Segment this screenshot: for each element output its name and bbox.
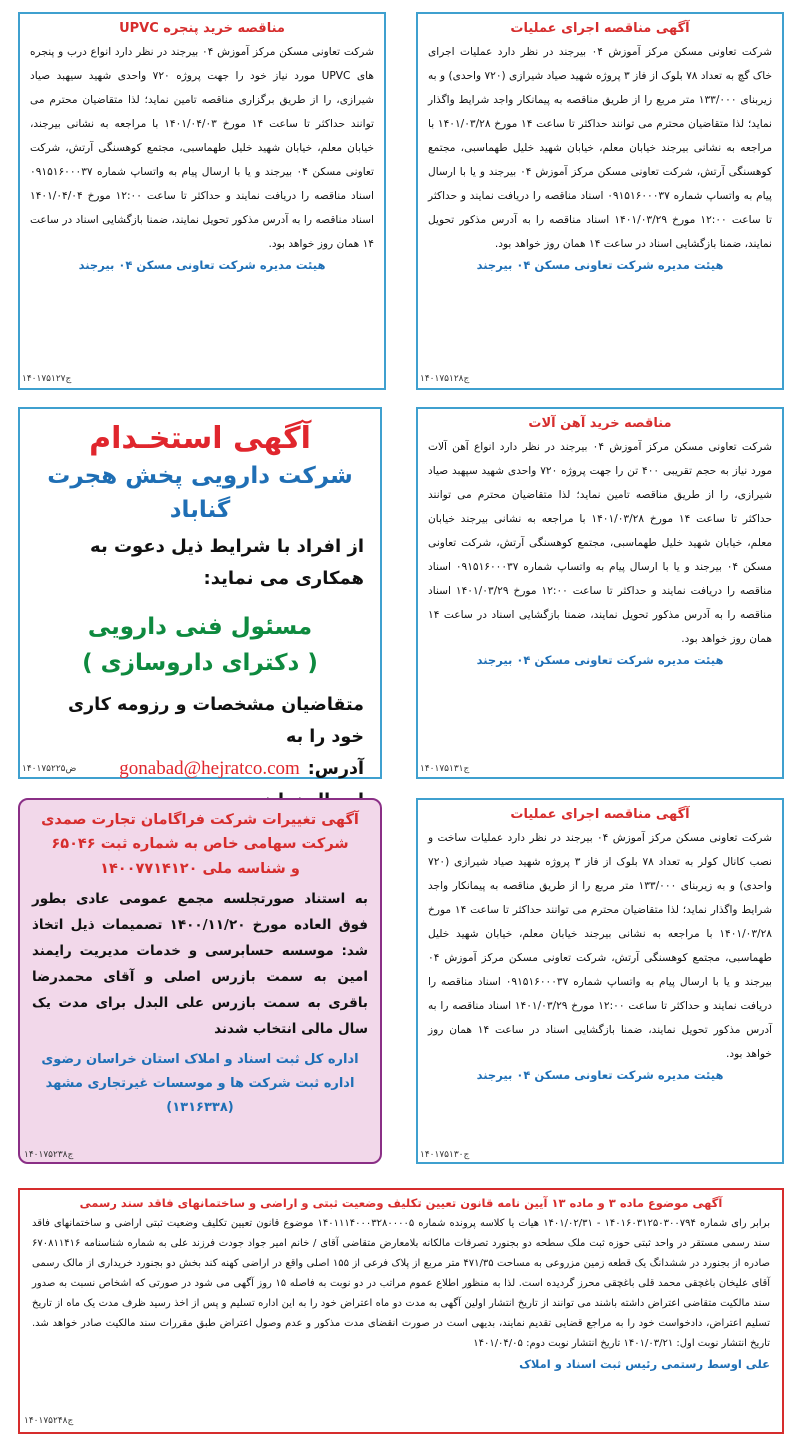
job-company: شرکت دارویی پخش هجرت گناباد: [47, 463, 353, 523]
change-body: به استناد صورتجلسه مجمع عمومی عادی بطور فوق العاده مورخ ۱۴۰۰/۱۱/۲۰ تصمیمات ذیل اتخاذ شد: موسسه حسابرسی و خدمات مدیریت رایمند امین به سمت بازرس اصلی و آقای محمدرضا باقری به سمت بازرس علی البدل برای مدت یک سال مالی انتخاب شدند: [32, 891, 368, 1037]
cooler-body: شرکت تعاونی مسکن مرکز آموزش ۰۴ بیرجند در نظر دارد عملیات ساخت و نصب کانال کولر به تعداد ۷۸ بلوک از فاز ۳ پروژه شهید صیاد شیرازی (۷۲۰ واحدی) و به زیربنای ۱۳۳/۰۰۰ متر مربع را از طریق مناقصه به پیمانکار واجد شرایط واگذار نماید؛ لذا متقاضیان محترم می توانند حداکثر تا ساعت ۱۴ مورخ ۱۴۰۱/۰۳/۲۸ با مراجعه به نشانی بیرجند خیابان معلم، خیابان شهید خلیل طهماسبی، مجتمع کوهسنگی آرتش، شرکت تعاونی مسکن مرکز آموزش ۰۴ بیرجند و یا با ارسال پیام به واتساپ شماره ۰۹۱۵۱۶۰۰۰۳۷ اسناد مناقصه را دریافت نمایند و حداکثر تا ساعت ۱۲:۰۰ مورخ ۱۴۰۱/۰۳/۲۹ اسناد مناقصه را به آدرس مذکور تحویل نمایند، ضمنا بازگشایی اسناد در ساعت ۱۴ همان روز خواهد بود.: [428, 832, 773, 1060]
rebar-body: شرکت تعاونی مسکن مرکز آموزش ۰۴ بیرجند در نظر دارد انواع آهن آلات مورد نیاز به حجم تقریبی ۴۰۰ تن را جهت پروژه ۷۲۰ واحدی شهید سپهبد صیاد شیرازی، را از طریق مناقصه تامین نماید؛ لذا متقاضیان محترم می توانند حداکثر تا ساعت ۱۴ مورخ ۱۴۰۱/۰۳/۲۸ با مراجعه به نشانی بیرجند خیابان معلم، خیابان شهید خلیل طهماسبی، مجتمع کوهسنگی آرتش، شرکت تعاونی مسکن ۰۴ بیرجند و یا با ارسال پیام به واتساپ شماره ۰۹۱۵۱۶۰۰۰۳۷ اسناد مناقصه را دریافت نمایند و حداکثر تا ساعت ۱۲:۰۰ مورخ ۱۴۰۱/۰۳/۲۹ اسناد مناقصه را به آدرس مذکور تحویل نمایند، ضمنا بازگشایی اسناد در ساعت ۱۴ همان روز خواهد بود.: [428, 441, 772, 645]
rebar-code: ج۱۴۰۱۷۵۱۳۱: [420, 764, 470, 774]
cooler-duct-tender-ad: [416, 798, 784, 1164]
earthworks-title: آگهی مناقصه اجرای عملیات: [510, 21, 690, 36]
job-request: متقاضیان مشخصات و رزومه کاری خود را به: [68, 695, 364, 747]
change-title: آگهی تغییرات شرکت فراگامان تجارت صمدی: [41, 812, 359, 828]
job-code: ض۱۴۰۱۷۵۲۲۵: [22, 764, 77, 774]
law-code: ج۱۴۰۱۷۵۲۴۸: [24, 1416, 74, 1426]
rebar-tender-ad: [416, 407, 784, 779]
law-signature: علی اوسط رستمی رئیس ثبت اسناد و املاک: [519, 1357, 770, 1371]
cooler-signature: هیئت مدیره شرکت تعاونی مسکن ۰۴ بیرجند: [476, 1068, 724, 1082]
rebar-title: مناقصه خرید آهن آلات: [528, 416, 672, 431]
change-department: اداره ثبت شرکت ها و موسسات غیرتجاری مشهد: [45, 1076, 355, 1091]
cooler-code: ج۱۴۰۱۷۵۱۳۰: [420, 1150, 470, 1160]
company-change-ad: [18, 798, 382, 1164]
change-ref-number: (۱۳۱۶۳۳۸): [166, 1100, 234, 1115]
upvc-signature: هیئت مدیره شرکت تعاونی مسکن ۰۴ بیرجند: [78, 258, 326, 272]
job-heading: آگهی استخـدام: [89, 421, 311, 456]
earthworks-signature: هیئت مدیره شرکت تعاونی مسکن ۰۴ بیرجند: [476, 258, 724, 272]
job-address-label: آدرس:: [307, 759, 364, 779]
change-code: ج۱۴۰۱۷۵۲۳۸: [24, 1150, 74, 1160]
job-email-link[interactable]: gonabad@hejratco.com: [119, 758, 300, 779]
upvc-code: ج۱۴۰۱۷۵۱۲۷: [22, 374, 72, 384]
law-body: برابر رای شماره ۱۴۰۱۶۰۳۱۲۵۰۳۰۰۷۹۴ - ۱۴۰۱/۰۲/۳۱ هیات یا کلاسه پرونده شماره ۱۴۰۱۱۱۴۰۰۰۳۲۸۰۰۰۰۵ موضوع قانون تعیین تکلیف وضعیت ثبتی اراضی و ساختمانهای فاقد سند رسمی مستقر در واحد ثبتی حوزه ثبت ملک سطحه دو بجنورد تصرفات مالکانه بلامعارض متقاضی آقای / خانم امیر جواد جودت فرزند علی به شماره شناسنامه ۶۷۰۸۱۱۴۱۶ صادره از بجنورد در ششدانگ یک قطعه زمین مزروعی به مساحت ۴۷۱/۳۵ متر مربع از پلاک فرعی از ۱۵۵ اصلی واقع در اراضی کهنه کند بخش دو بجنورد خریداری از مالک رسمی آقای علیخان باغچقی محمد قلی باغچقی محرز گردیده است. لذا به منظور اطلاع عموم مراتب در دو نوبت به فاصله ۱۵ روز آگهی می شود در صورتی که اشخاص نسبت به صدور سند مالکیت متقاضی اعتراض داشته باشند می توانند از تاریخ انتشار اولین آگهی به مدت دو ماه اعتراض خود را به این اداره تسلیم و پس از اخذ رسید ظرف مدت یک ماه از تاریخ تسلیم اعتراض، دادخواست خود را به مراجع قضایی تقدیم نمایند، بدیهی است در صورت انقضای مدت مذکور و عدم وصول اعتراض طبق مقررات سند مالکیت صادر خواهد شد. تاریخ انتشار نوبت اول: ۱۴۰۱/۰۳/۲۱ تاریخ انتشار نوبت دوم: ۱۴۰۱/۰۴/۰۵: [32, 1218, 771, 1349]
rebar-signature: هیئت مدیره شرکت تعاونی مسکن ۰۴ بیرجند: [476, 653, 724, 667]
upvc-body: شرکت تعاونی مسکن مرکز آموزش ۰۴ بیرجند در نظر دارد انواع درب و پنجره های UPVC مورد نیاز خود را جهت پروژه ۷۲۰ واحدی شهید سیهبد صیاد شیرازی، را از طریق برگزاری مناقصه تامین نماید؛ لذا متقاضیان محترم می توانند حداکثر تا ساعت ۱۴ مورخ ۱۴۰۱/۰۴/۰۳ با مراجعه به نشانی بیرجند، خیابان معلم، خیابان شهید خلیل طهماسبی، مجتمع کوهسنگی آرتش، شرکت تعاونی مسکن ۰۴ بیرجند و یا با ارسال پیام به واتساپ شماره ۰۹۱۵۱۶۰۰۰۳۷ اسناد مناقصه را دریافت نمایند و حداکثر تا ساعت ۱۲:۰۰ مورخ ۱۴۰۱/۰۴/۰۴ اسناد مناقصه را به آدرس مذکور تحویل نمایند، ضمنا بازگشایی اسناد در ساعت ۱۴ همان روز خواهد بود.: [30, 46, 375, 250]
earthworks-tender-ad: [416, 12, 784, 390]
land-registration-ad: [18, 1188, 784, 1434]
job-address-row: [36, 753, 364, 785]
earthworks-body: شرکت تعاونی مسکن مرکز آموزش ۰۴ بیرجند در نظر دارد عملیات اجرای خاک گچ به تعداد ۷۸ بلوک از فاز ۳ پروژه شهید صیاد شیرازی (۷۲۰ واحدی) و به زیربنای ۱۳۳/۰۰۰ متر مربع را از طریق مناقصه به پیمانکار واجد شرایط واگذار نماید؛ لذا متقاضیان محترم می توانند حداکثر تا ساعت ۱۴ مورخ ۱۴۰۱/۰۳/۲۸ با مراجعه به نشانی بیرجند خیابان معلم، خیابان شهید خلیل طهماسبی، مجتمع کوهسنگی آرتش، شرکت تعاونی مسکن مرکز آموزش ۰۴ بیرجند و یا با ارسال پیام به واتساپ شماره ۰۹۱۵۱۶۰۰۰۳۷ اسناد مناقصه را دریافت نمایند و حداکثر تا ساعت ۱۲:۰۰ مورخ ۱۴۰۱/۰۳/۲۹ اسناد مناقصه را به آدرس مذکور تحویل نمایند، ضمنا بازگشایی اسناد در ساعت ۱۴ همان روز خواهد بود.: [428, 46, 772, 250]
job-position-detail: ( دکترای داروسازی ): [82, 650, 318, 676]
upvc-title: مناقصه خرید پنجره UPVC: [119, 21, 285, 36]
change-office: اداره کل ثبت اسناد و املاک استان خراسان رضوی: [41, 1052, 359, 1067]
cooler-title: آگهی مناقصه اجرای عملیات: [510, 807, 690, 822]
change-national-id: و شناسه ملی ۱۴۰۰۷۷۱۴۱۲۰: [100, 861, 300, 877]
job-position: مسئول فنی دارویی: [87, 614, 313, 640]
change-registration: شرکت سهامی خاص به شماره ثبت ۶۵۰۴۶: [51, 836, 349, 852]
job-ad: [18, 407, 382, 779]
job-invite: از افراد با شرایط ذیل دعوت به همکاری می نماید:: [90, 536, 364, 589]
upvc-tender-ad: [18, 12, 386, 390]
law-title: آگهی موضوع ماده ۳ و ماده ۱۳ آیین نامه قانون تعیین تکلیف وضعیت ثبتی و اراضی و ساختمانهای فاقد سند رسمی: [79, 1196, 723, 1210]
earthworks-code: ج۱۴۰۱۷۵۱۲۸: [420, 374, 470, 384]
